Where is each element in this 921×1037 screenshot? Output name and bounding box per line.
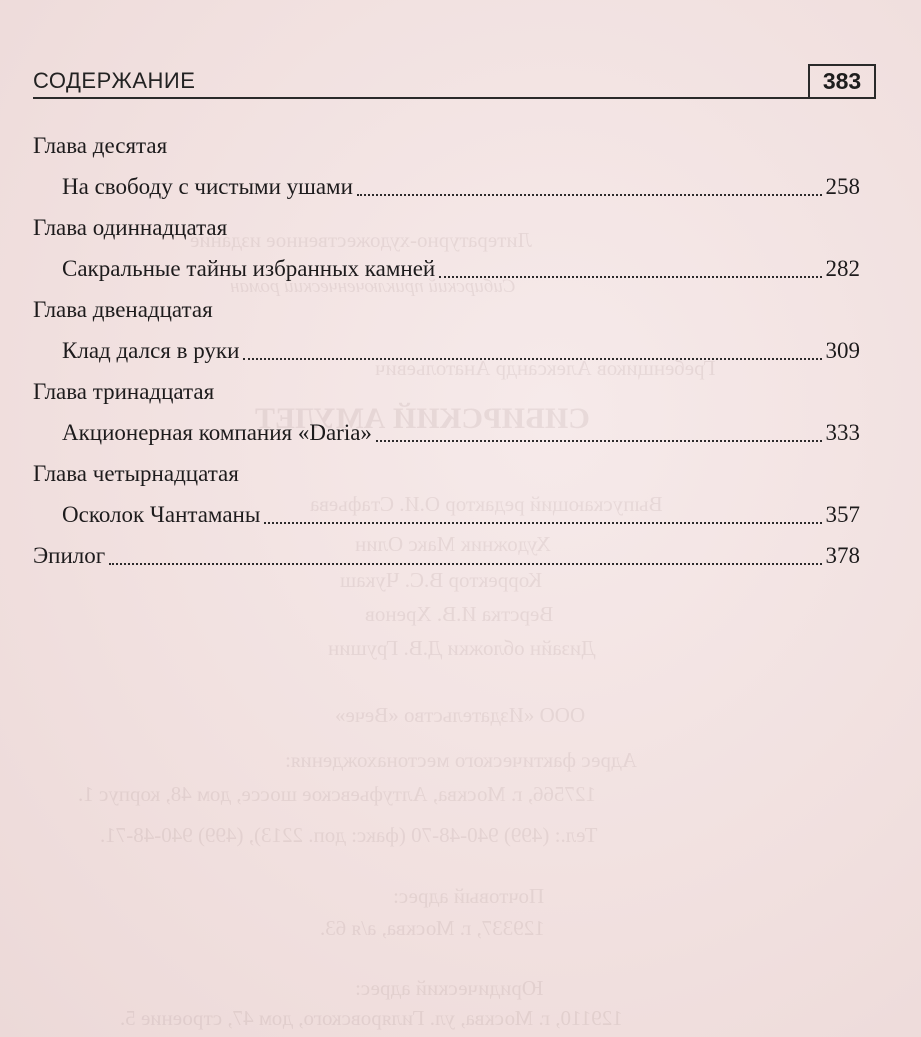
toc-chapter-heading [33,207,860,248]
section-title: СОДЕРЖАНИЕ [33,68,196,93]
ghost-line: Юридический адрес: [355,976,544,1000]
ghost-line: Адрес фактического местонахождения: [285,748,637,772]
entry-title: На свободу с чистыми ушами [62,173,353,199]
entry-title: Клад дался в руки [62,337,240,363]
header-rule [33,97,876,99]
table-of-contents [33,125,860,576]
dot-leader [357,193,822,196]
ghost-line: Корректор В.С. Чукаш [340,568,543,592]
dot-leader [264,521,821,524]
ghost-line: Почтовый адрес: [393,884,545,908]
ghost-line: Сибирский приключенческий роман [230,276,516,297]
toc-entry [33,412,860,453]
toc-chapter-heading [33,453,860,494]
ghost-line: 129337, г. Москва, а/я 63. [320,916,545,940]
toc-chapter-heading [33,289,860,330]
ghost-line: 127566, г. Москва, Алтуфьевское шоссе, дом 48, корпус 1. [78,782,596,806]
entry-page-number: 333 [825,419,860,445]
page-header [33,64,876,100]
ghost-line: Дизайн обложки Д.В. Грушин [328,636,596,660]
toc-entry [33,166,860,207]
dot-leader [376,439,822,442]
entry-page-number: 282 [825,255,860,281]
chapter-title: Глава четырнадцатая [33,460,239,486]
ghost-line: СИБИРСКИЙ АМУЛЕТ [255,402,590,435]
entry-title: Акционерная компания «Daria» [62,419,372,445]
chapter-title: Глава десятая [33,132,168,158]
ghost-line: Тел.: (499) 940-48-70 (факс: доп. 2213), (499) 940-48-71. [100,823,598,847]
dot-leader [439,275,821,278]
ghost-line: Литературно-художественное издание [190,228,532,252]
page-number-box: 383 [808,64,876,97]
toc-chapter-heading [33,371,860,412]
entry-title: Осколок Чантаманы [62,501,261,527]
chapter-title: Глава одиннадцатая [33,214,228,240]
ghost-line: 129110, г. Москва, ул. Гиляровского, дом 47, строение 5. [120,1006,623,1030]
ghost-line: Художник Макс Олин [355,532,551,556]
toc-entry [33,494,860,535]
entry-page-number: 309 [825,337,860,363]
ghost-line: Выпускающий редактор О.И. Стафьева [310,492,663,516]
dot-leader [243,357,821,360]
dot-leader [109,562,821,565]
ghost-line: ООО «Издательство «Вече» [335,703,586,727]
entry-title: Сакральные тайны избранных камней [62,255,436,281]
toc-epilogue [33,535,860,576]
epilogue-title: Эпилог [33,542,106,568]
entry-page-number: 357 [825,501,860,527]
epilogue-page-number: 378 [825,542,860,568]
toc-entry [33,330,860,371]
ghost-line: Гребенщиков Александр Анатольевич [375,356,716,380]
ghost-line: Верстка И.В. Хренов [365,602,554,626]
toc-entry [33,248,860,289]
chapter-title: Глава двенадцатая [33,296,213,322]
chapter-title: Глава тринадцатая [33,378,215,404]
entry-page-number: 258 [825,173,860,199]
toc-chapter-heading [33,125,860,166]
